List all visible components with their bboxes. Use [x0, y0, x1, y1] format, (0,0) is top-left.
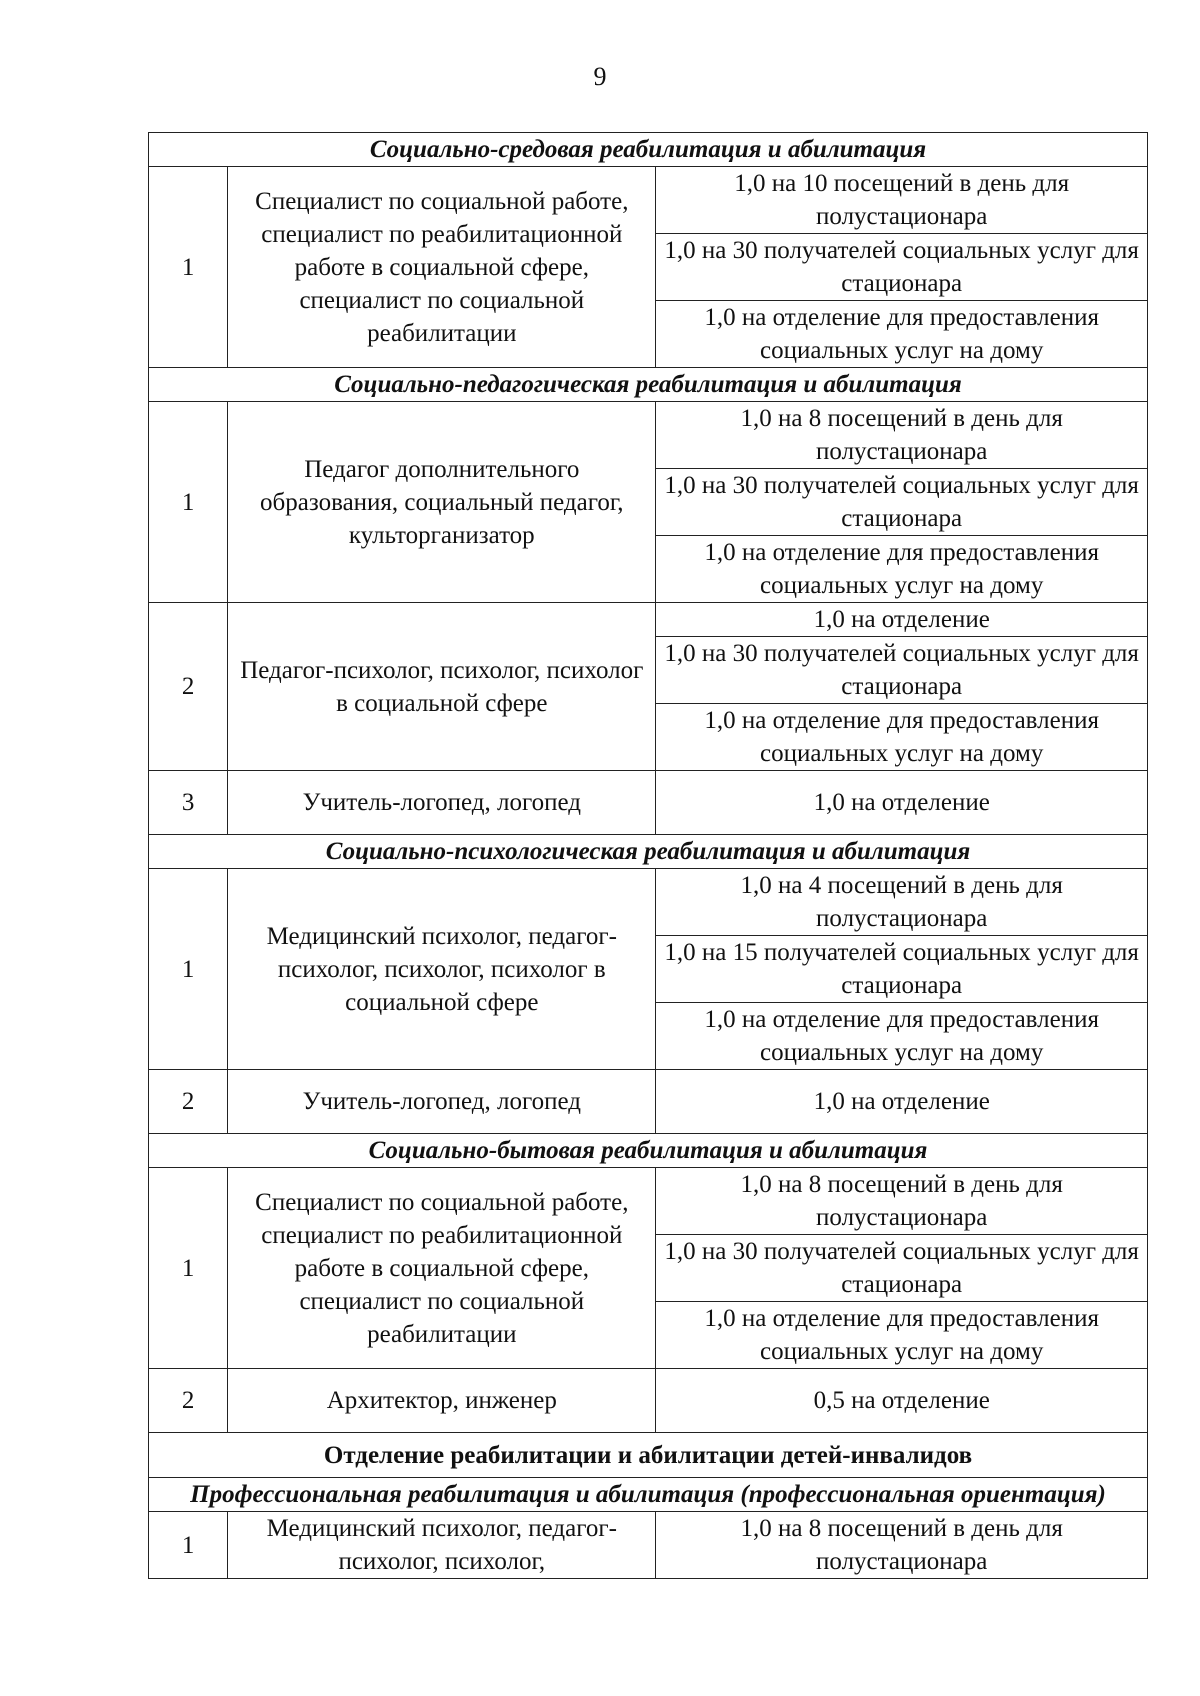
norm-cell: 1,0 на отделение: [656, 1070, 1148, 1134]
norm-cell: 1,0 на 30 получателей социальных услуг для стационара: [656, 469, 1148, 536]
norm-cell: 1,0 на 30 получателей социальных услуг для стационара: [656, 637, 1148, 704]
section-header-row: [149, 368, 1148, 402]
norm-cell: 1,0 на 8 посещений в день для полустационара: [656, 402, 1148, 469]
position-cell: Архитектор, инженер: [228, 1369, 656, 1433]
row-number: 1: [149, 1512, 228, 1579]
position-cell: Учитель-логопед, логопед: [228, 1070, 656, 1134]
table-row: [149, 771, 1148, 835]
row-number: 1: [149, 1168, 228, 1369]
norm-cell: 1,0 на отделение для предоставления социальных услуг на дому: [656, 1003, 1148, 1070]
norm-cell: 1,0 на отделение: [656, 771, 1148, 835]
section-header-row: [149, 1134, 1148, 1168]
norm-cell: 1,0 на отделение для предоставления социальных услуг на дому: [656, 704, 1148, 771]
norm-cell: 1,0 на 30 получателей социальных услуг для стационара: [656, 234, 1148, 301]
row-number: 1: [149, 869, 228, 1070]
norm-cell: 1,0 на отделение для предоставления социальных услуг на дому: [656, 1302, 1148, 1369]
table-row: [149, 1369, 1148, 1433]
norm-cell: 1,0 на 8 посещений в день для полустационара: [656, 1512, 1148, 1579]
department-title: Отделение реабилитации и абилитации детей-инвалидов: [149, 1433, 1148, 1478]
row-number: 2: [149, 1369, 228, 1433]
page-number: 9: [593, 62, 607, 91]
norm-cell: 0,5 на отделение: [656, 1369, 1148, 1433]
norm-cell: 1,0 на 30 получателей социальных услуг для стационара: [656, 1235, 1148, 1302]
section-title: Социально-бытовая реабилитация и абилитация: [149, 1134, 1148, 1168]
position-cell: Специалист по социальной работе, специалист по реабилитационной работе в социальной сфере, специалист по социальной реабилитации: [228, 1168, 656, 1369]
staffing-norms-table: [148, 132, 1148, 1579]
table-row: [149, 1168, 1148, 1235]
row-number: 3: [149, 771, 228, 835]
row-number: 2: [149, 603, 228, 771]
norm-cell: 1,0 на отделение для предоставления социальных услуг на дому: [656, 301, 1148, 368]
section-title: Социально-психологическая реабилитация и абилитация: [149, 835, 1148, 869]
position-cell: Педагог дополнительного образования, социальный педагог, культорганизатор: [228, 402, 656, 603]
norm-cell: 1,0 на 15 получателей социальных услуг для стационара: [656, 936, 1148, 1003]
position-cell: Специалист по социальной работе, специалист по реабилитационной работе в социальной сфере, специалист по социальной реабилитации: [228, 167, 656, 368]
table-row: [149, 869, 1148, 936]
department-header-row: [149, 1433, 1148, 1478]
position-cell: Педагог-психолог, психолог, психолог в социальной сфере: [228, 603, 656, 771]
table-row: [149, 402, 1148, 469]
row-number: 1: [149, 402, 228, 603]
norm-cell: 1,0 на 4 посещений в день для полустационара: [656, 869, 1148, 936]
section-header-row: [149, 1478, 1148, 1512]
section-title: Социально-средовая реабилитация и абилитация: [149, 133, 1148, 167]
row-number: 1: [149, 167, 228, 368]
table-row: [149, 1512, 1148, 1579]
norm-cell: 1,0 на 8 посещений в день для полустационара: [656, 1168, 1148, 1235]
table-row: [149, 167, 1148, 234]
position-cell: Учитель-логопед, логопед: [228, 771, 656, 835]
position-cell: Медицинский психолог, педагог-психолог, психолог,: [228, 1512, 656, 1579]
table-row: [149, 1070, 1148, 1134]
section-title: Социально-педагогическая реабилитация и абилитация: [149, 368, 1148, 402]
norm-cell: 1,0 на 10 посещений в день для полустационара: [656, 167, 1148, 234]
section-header-row: [149, 835, 1148, 869]
row-number: 2: [149, 1070, 228, 1134]
position-cell: Медицинский психолог, педагог-психолог, психолог, психолог в социальной сфере: [228, 869, 656, 1070]
table-row: [149, 603, 1148, 637]
section-title: Профессиональная реабилитация и абилитация (профессиональная ориентация): [149, 1478, 1148, 1512]
section-header-row: [149, 133, 1148, 167]
norm-cell: 1,0 на отделение: [656, 603, 1148, 637]
norm-cell: 1,0 на отделение для предоставления социальных услуг на дому: [656, 536, 1148, 603]
